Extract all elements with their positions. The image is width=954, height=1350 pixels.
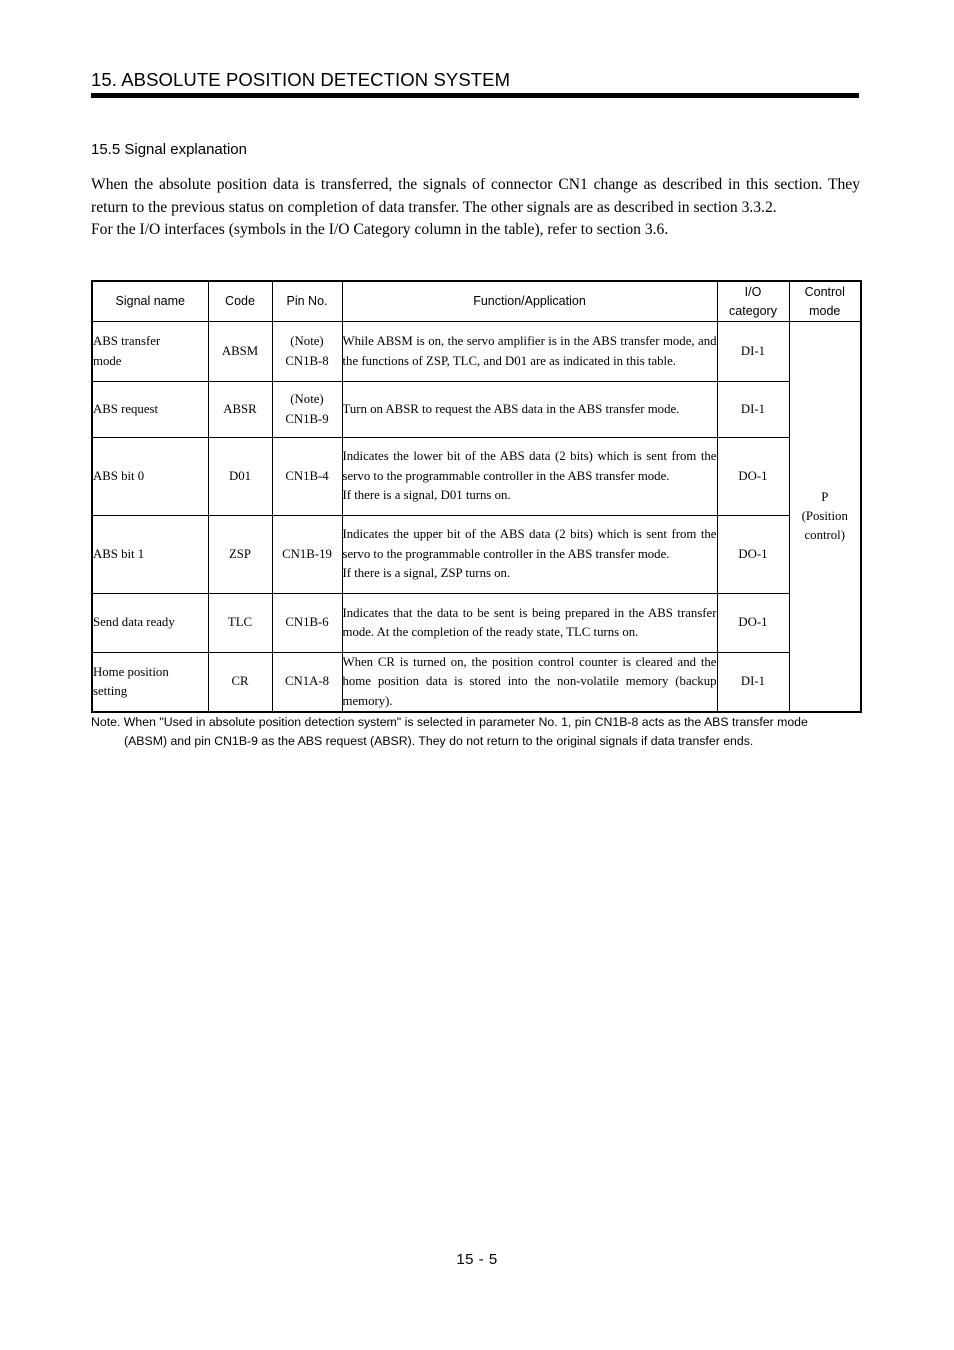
- io-category-cell: DI-1: [717, 382, 789, 438]
- header-mode-line-2: mode: [809, 303, 841, 318]
- pin-cell: [272, 382, 342, 438]
- function-text-2: If there is a signal, D01 turns on.: [342, 488, 511, 503]
- control-mode-line-2: (Position: [801, 508, 848, 523]
- function-text-2: If there is a signal, ZSP turns on.: [342, 566, 511, 581]
- code-cell: ZSP: [208, 516, 272, 594]
- intro-text: [91, 174, 860, 242]
- function-cell: While ABSM is on, the servo amplifier is in the ABS transfer mode, and the functions of ZSP, TLC, and D01 are as indicated in this table.: [342, 322, 717, 382]
- function-text: Indicates the lower bit of the ABS data (2 bits) which is sent from the servo to the programmable controller in the ABS transfer mode.: [342, 449, 717, 483]
- table-row: [92, 322, 861, 382]
- function-cell: Indicates that the data to be sent is being prepared in the ABS transfer mode. At the completion of the ready state, TLC turns on.: [342, 594, 717, 653]
- header-control-mode: [789, 281, 861, 322]
- chapter-rule: [91, 93, 859, 98]
- header-pin-no: Pin No.: [272, 281, 342, 322]
- pin-line-2: CN1B-8: [285, 353, 329, 368]
- io-category-cell: DO-1: [717, 594, 789, 653]
- code-cell: CR: [208, 653, 272, 713]
- page-number: 15 - 5: [456, 1251, 498, 1268]
- section-heading: 15.5 Signal explanation: [91, 141, 247, 158]
- pin-line-1: (Note): [290, 334, 324, 349]
- note-line-2: (ABSM) and pin CN1B-9 as the ABS request (ABSR). They do not return to the original signals if data transfer ends.: [124, 734, 754, 749]
- header-mode-line-1: Control: [804, 284, 845, 299]
- pin-cell: [272, 322, 342, 382]
- header-io-line-2: category: [729, 303, 777, 318]
- control-mode-cell: [789, 322, 861, 713]
- io-category-cell: DO-1: [717, 438, 789, 516]
- function-cell: [342, 438, 717, 516]
- table-row: [92, 516, 861, 594]
- signal-name-cell: ABS bit 1: [92, 516, 208, 594]
- io-category-cell: DI-1: [717, 653, 789, 713]
- pin-line-2: CN1B-9: [285, 411, 329, 426]
- code-cell: ABSM: [208, 322, 272, 382]
- signal-name-cell: [92, 322, 208, 382]
- pin-cell: CN1B-4: [272, 438, 342, 516]
- signal-name-cell: ABS bit 0: [92, 438, 208, 516]
- io-category-cell: DO-1: [717, 516, 789, 594]
- header-io-line-1: I/O: [744, 284, 762, 299]
- header-signal-name: Signal name: [92, 281, 208, 322]
- signal-name-cell: ABS request: [92, 382, 208, 438]
- signal-name-line-1: Home position: [93, 664, 169, 679]
- header-code: Code: [208, 281, 272, 322]
- control-mode-line-3: control): [804, 528, 845, 543]
- function-cell: Turn on ABSR to request the ABS data in the ABS transfer mode.: [342, 382, 717, 438]
- signal-name-line-1: ABS transfer: [93, 334, 161, 349]
- table-note: [91, 713, 861, 752]
- intro-paragraph-1: When the absolute position data is transferred, the signals of connector CN1 change as described in this section. They return to the previous status on completion of data transfer. The other signals are as described in section 3.3.2.: [91, 176, 860, 216]
- signal-name-cell: [92, 653, 208, 713]
- code-cell: TLC: [208, 594, 272, 653]
- table-row: [92, 438, 861, 516]
- io-category-cell: DI-1: [717, 322, 789, 382]
- function-cell: When CR is turned on, the position control counter is cleared and the home position data is stored into the non-volatile memory (backup memory).: [342, 653, 717, 713]
- pin-cell: CN1A-8: [272, 653, 342, 713]
- signal-name-cell: Send data ready: [92, 594, 208, 653]
- table-row: [92, 594, 861, 653]
- pin-cell: CN1B-19: [272, 516, 342, 594]
- code-cell: ABSR: [208, 382, 272, 438]
- signal-name-line-2: setting: [93, 684, 128, 699]
- table-row: [92, 653, 861, 713]
- table-row: [92, 382, 861, 438]
- note-line-1: Note. When "Used in absolute position detection system" is selected in parameter No. 1, pin CN1B-8 acts as the ABS transfer mode: [91, 715, 808, 729]
- header-function: Function/Application: [342, 281, 717, 322]
- pin-line-1: (Note): [290, 392, 324, 407]
- control-mode-line-1: P: [821, 489, 829, 504]
- chapter-title: 15. ABSOLUTE POSITION DETECTION SYSTEM: [91, 69, 511, 90]
- function-cell: [342, 516, 717, 594]
- signal-name-line-2: mode: [93, 353, 122, 368]
- function-text: Indicates the upper bit of the ABS data (2 bits) which is sent from the servo to the programmable controller in the ABS transfer mode.: [342, 527, 717, 561]
- header-io-category: [717, 281, 789, 322]
- pin-cell: CN1B-6: [272, 594, 342, 653]
- intro-paragraph-2: For the I/O interfaces (symbols in the I/O Category column in the table), refer to section 3.6.: [91, 221, 669, 239]
- table-header-row: [92, 281, 861, 322]
- signal-table: [91, 280, 862, 713]
- code-cell: D01: [208, 438, 272, 516]
